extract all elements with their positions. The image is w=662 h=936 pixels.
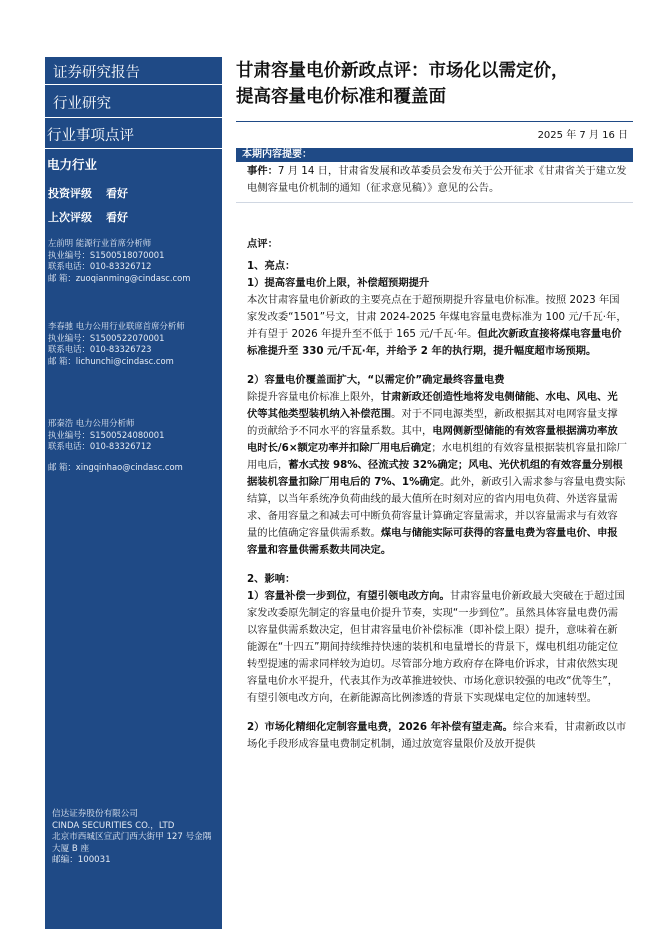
summary-bar (236, 148, 633, 162)
paragraph-4 (247, 719, 627, 753)
company-address: 北京市西城区宣武门西大街甲 127 号金隅 (52, 832, 212, 843)
analyst-phone: 联系电话：010-83326712 (48, 261, 152, 271)
paragraph-2 (247, 389, 627, 559)
company-postcode: 邮编：100031 (52, 855, 111, 866)
analyst-name: 李春驰 电力公用行业联席首席分析师 (48, 321, 185, 331)
analyst-3 (48, 418, 183, 473)
analyst-1 (48, 238, 190, 284)
analyst-name: 邢秦浩 电力公用分析师 (48, 418, 135, 428)
event-text: 7 月 14 日，甘肃省发展和改革委员会发布关于公开征求《甘肃省关于建立发电侧容量电价机制的通知（征求意见稿）》意见的公告。 (247, 165, 627, 194)
paragraph-1-text: 本次甘肃容量电价新政的主要亮点在于超预期提升容量电价标准。按照 2023 年国家发改委“1501”号文，甘肃 2024-2025 年煤电容量电费标准为 100 元/千瓦·年，并有望于 2026 年提升至不低于 165 元/千瓦·年。 (247, 294, 627, 340)
analyst-email[interactable]: 邮 箱：zuoqianming@cindasc.com (48, 272, 191, 283)
analyst-license: 执业编号：S1500524080001 (48, 429, 165, 440)
paragraph-1 (247, 292, 627, 360)
report-type-bar (45, 57, 222, 85)
p2-text-2: 。对于不同电源类型，新政根据其对电网容量支撑的贡献给予不同水平的容量系数。其中， (247, 408, 618, 437)
prev-rating-label: 上次评级 (48, 211, 92, 224)
analyst-email[interactable]: 邮 箱：xingqinhao@cindasc.com (48, 461, 183, 472)
subheading-4: 2）市场化精细化定制容量电费，2026 年补偿有望走高。 (247, 721, 513, 733)
rating-label: 投资评级 (48, 187, 92, 200)
industry: 电力行业 (47, 157, 98, 172)
analyst-license: 执业编号：S1500522070001 (48, 332, 165, 343)
p2-bold-2: 电网侧新型储能的有效容量根据满功率放电时长/6×额定功率并扣除厂用电后确定 (247, 425, 618, 454)
subcategory-bar (45, 118, 222, 149)
analyst-phone: 联系电话：010-83326723 (48, 344, 152, 354)
subheading-1: 1）提高容量电价上限，补偿超预期提升 (247, 277, 430, 289)
sidebar (45, 57, 222, 929)
p2-bold-4: 煤电与储能实际可获得的容量电费为容量电价、申报容量和容量供需系数共同决定。 (247, 527, 618, 556)
category: 行业研究 (53, 96, 111, 112)
subheading-3: 1）容量补偿一步到位，有望引领电改方向。 (247, 590, 450, 602)
subheading-2: 2）容量电价覆盖面扩大，“以需定价”确定最终容量电费 (247, 374, 505, 386)
review-label: 点评： (247, 238, 278, 250)
paragraph-1-bold: 但此次新政直接将煤电容量电价标准提升至 330 元/千瓦·年，并给予 2 年的执行期，提升幅度超市场预期。 (247, 328, 622, 357)
prev-rating-value: 看好 (106, 211, 128, 224)
analyst-email[interactable]: 邮 箱：lichunchi@cindasc.com (48, 355, 174, 366)
company-name-en: CINDA SECURITIES CO.，LTD (52, 820, 175, 831)
report-type: 证券研究报告 (53, 65, 140, 81)
heading-highlights: 1、亮点： (247, 260, 296, 272)
event-label: 事件： (247, 165, 278, 177)
paragraph-3-text: 甘肃容量电价新政最大突破在于超过国家发改委原先制定的容量电价提升节奏，实现“一步到位”。虽然具体容量电费仍需以容量供需系数决定，但甘肃容量电价补偿标准（即补偿上限）提升，意味着在新能源在“十四五”期间持续维持快速的装机和电量增长的背景下，煤电机组功能定位转型提速的需求同样较为迫切。尽管部分地方政府存在降电价诉求，甘肃依然实现容量电价水平提升，代表其作为改革推进较快、市场化意识较强的电改“优等生”，有望引领电改方向，在新能源高比例渗透的背景下实现煤电定位的加速转型。 (247, 590, 625, 704)
p2-bold-1: 甘肃新政还创造性地将发电侧储能、水电、风电、光伏等其他类型装机纳入补偿范围 (247, 391, 618, 420)
analyst-name: 左前明 能源行业首席分析师 (48, 238, 152, 248)
heading-impact: 2、影响： (247, 573, 296, 585)
company-name-cn: 信达证券股份有限公司 (52, 809, 138, 819)
event-paragraph (247, 163, 627, 197)
paragraph-4-text: 综合来看，甘肃新政以市场化手段形成容量电费制定机制，通过放宽容量限价及放开提供 (247, 721, 627, 750)
subcategory: 行业事项点评 (47, 128, 134, 144)
rating-row (48, 185, 128, 201)
p2-text-4: 。此外，新政引入需求参与容量电费实际结算，以当年系统净负荷曲线的最大值所在时刻对应的省内用电负荷、外送容量需求、备用容量之和减去可中断负荷容量计算确定容量需求，并以容量需求与有效容量的比值确定容量供需系数。 (247, 476, 626, 539)
p2-text-1: 除提升容量电价标准上限外， (247, 391, 381, 403)
summary-label: 本期内容提要： (242, 149, 312, 160)
analyst-license: 执业编号：S1500518070001 (48, 249, 165, 260)
report-date: 2025 年 7 月 16 日 (537, 130, 628, 141)
review-body (247, 236, 627, 753)
analyst-2 (48, 321, 185, 367)
p2-text-3: ；水电机组的有效容量根据装机容量扣除厂用电后， (247, 442, 627, 471)
company-info (52, 809, 211, 867)
title-line-1: 甘肃容量电价新政点评：市场化以需定价， (236, 61, 569, 81)
paragraph-3 (247, 588, 627, 707)
event-divider (236, 202, 633, 203)
analyst-phone: 联系电话：010-83326712 (48, 441, 152, 451)
title-line-2: 提高容量电价标准和覆盖面 (236, 87, 446, 107)
category-bar (45, 85, 222, 118)
prev-rating-row (48, 209, 128, 225)
company-address-2: 大厦 B 座 (52, 843, 90, 854)
p2-bold-3: 蓄水式按 98%、径流式按 32%确定；风电、光伏机组的有效容量分别根据装机容量扣除厂用电后的 7%、1%确定 (247, 459, 623, 488)
page-title (236, 58, 636, 110)
title-divider (236, 121, 633, 122)
rating-value: 看好 (106, 187, 128, 200)
